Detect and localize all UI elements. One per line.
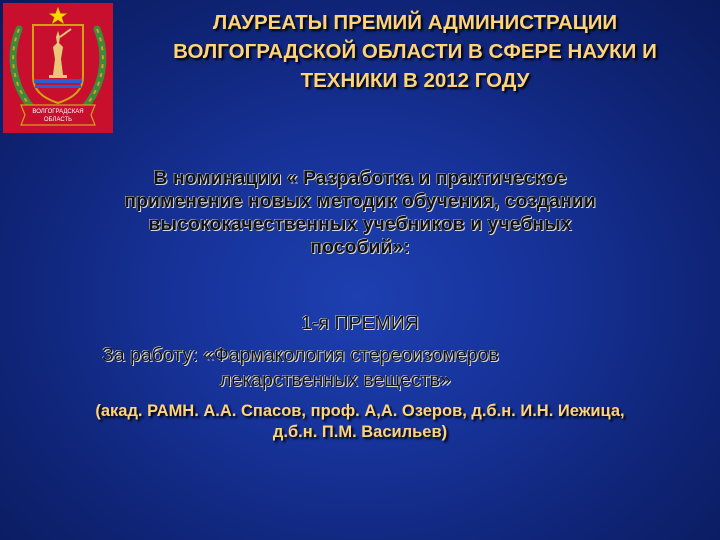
title-line: ЛАУРЕАТЫ ПРЕМИЙ АДМИНИСТРАЦИИ — [212, 11, 618, 34]
coat-of-arms-icon — [3, 3, 113, 133]
title-line: ВОЛГОГРАДСКОЙ ОБЛАСТИ В СФЕРЕ НАУКИ И — [173, 40, 657, 63]
nomination-line: применение новых методик обучения, создании — [124, 190, 596, 212]
slide-title — [120, 8, 710, 95]
emblem-ribbon-text-1: ВОЛГОГРАДСКАЯ — [32, 109, 84, 115]
nomination-line: высококачественных учебников и учебных — [148, 213, 572, 235]
authors-line: д.б.н. П.М. Васильев) — [272, 423, 448, 441]
emblem-ribbon-text-2: ОБЛАСТЬ — [43, 117, 73, 123]
prize-label: 1-я ПРЕМИЯ — [301, 312, 419, 334]
authors-list — [10, 401, 710, 443]
nomination-line: В номинации « Разработка и практическое — [153, 167, 567, 189]
title-line: ТЕХНИКИ В 2012 ГОДУ — [300, 69, 530, 92]
nomination-line: пособий»: — [310, 236, 410, 258]
nomination-text — [40, 167, 680, 259]
authors-line: (акад. РАМН. А.А. Спасов, проф. А,А. Озеров, д.б.н. И.Н. Иежица, — [95, 402, 625, 420]
work-line: лекарственных веществ» — [220, 369, 451, 391]
work-line: За работу: «Фармакология стереоизомеров — [102, 344, 499, 366]
work-title — [40, 343, 680, 393]
